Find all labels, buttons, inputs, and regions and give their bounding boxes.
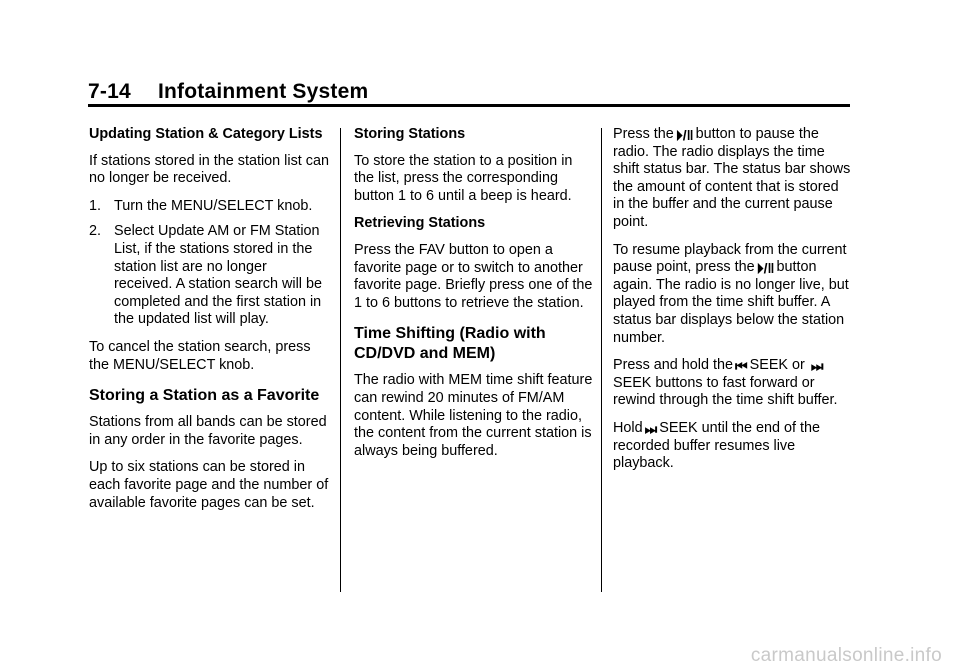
text-run: SEEK buttons to fast forward or rewind through the time shift buffer. bbox=[613, 374, 838, 409]
storing-heading: Storing Stations bbox=[354, 126, 466, 142]
seek-forward-icon: ⏭ bbox=[644, 420, 658, 437]
updating-steps bbox=[89, 198, 329, 329]
step-number: 2. bbox=[89, 223, 102, 240]
favorite-paragraph-2: Up to six stations can be stored in each favorite page and the number of available favorite pages can be set. bbox=[89, 459, 329, 511]
seek-paragraph bbox=[613, 357, 853, 410]
text-run: Press the bbox=[613, 126, 674, 142]
watermark: carmanualsonline.info bbox=[750, 645, 942, 666]
text-run: button to pause the radio. The radio displays the time shift status bar. The status bar shows the amount of content that is stored in the buffer and the current pause point. bbox=[613, 126, 851, 230]
column-3 bbox=[613, 126, 853, 483]
text-run: SEEK or bbox=[749, 357, 805, 374]
header-rule bbox=[88, 104, 850, 107]
hold-paragraph bbox=[613, 420, 853, 473]
text-run: To resume playback from the current pause point, press the bbox=[613, 241, 847, 276]
list-item bbox=[89, 198, 329, 216]
retrieving-heading: Retrieving Stations bbox=[354, 215, 486, 232]
list-item bbox=[89, 223, 329, 329]
updating-intro: If stations stored in the station list can no longer be received. bbox=[89, 152, 329, 187]
favorite-paragraph-1: Stations from all bands can be stored in any order in the favorite pages. bbox=[89, 414, 327, 448]
retrieving-text: Press the FAV button to open a favorite page or to switch to another favorite page. Briefly press one of the 1 to 6 buttons to retrieve the station. bbox=[354, 241, 593, 311]
play-pause-icon: ⏵/‖ bbox=[756, 260, 775, 277]
page-number: 7-14 bbox=[88, 80, 131, 103]
column-1 bbox=[89, 126, 329, 522]
updating-heading: Updating Station & Category Lists bbox=[89, 126, 323, 142]
step-number: 1. bbox=[89, 197, 102, 214]
page-title: Infotainment System bbox=[158, 80, 369, 103]
step-text: Select Update AM or FM Station List, if the stations stored in the station list are no longer received. A station search will be completed and the first station in the updated list will play. bbox=[114, 223, 322, 328]
timeshift-text: The radio with MEM time shift feature can rewind 20 minutes of FM/AM content. While listening to the radio, the content from the current station is always being buffered. bbox=[354, 372, 593, 459]
storing-text: To store the station to a position in the list, press the corresponding button 1 to 6 until a beep is heard. bbox=[354, 152, 573, 204]
play-pause-icon: ⏵/‖ bbox=[675, 127, 694, 143]
cancel-text: To cancel the station search, press the MENU/SELECT knob. bbox=[89, 338, 311, 373]
favorite-heading: Storing a Station as a Favorite bbox=[89, 387, 320, 405]
pause-paragraph bbox=[613, 126, 853, 232]
column-divider-2 bbox=[601, 128, 602, 592]
text-run: Press and hold the bbox=[613, 357, 734, 374]
timeshift-heading: Time Shifting (Radio with CD/DVD and MEM) bbox=[354, 325, 546, 363]
page-header bbox=[88, 80, 368, 104]
text-run: button again. The radio is no longer live, but played from the time shift buffer. A status bar displays below the station number. bbox=[613, 259, 849, 346]
seek-forward-icon: ⏭ bbox=[810, 358, 824, 375]
column-divider-1 bbox=[340, 128, 341, 592]
text-run: SEEK until the end of the recorded buffer resumes live playback. bbox=[613, 419, 821, 472]
text-run: Hold bbox=[613, 419, 643, 436]
resume-paragraph bbox=[613, 242, 853, 348]
step-text: Turn the MENU/SELECT knob. bbox=[114, 197, 313, 214]
seek-back-icon: ⏮ bbox=[735, 358, 748, 375]
column-2 bbox=[354, 126, 594, 470]
